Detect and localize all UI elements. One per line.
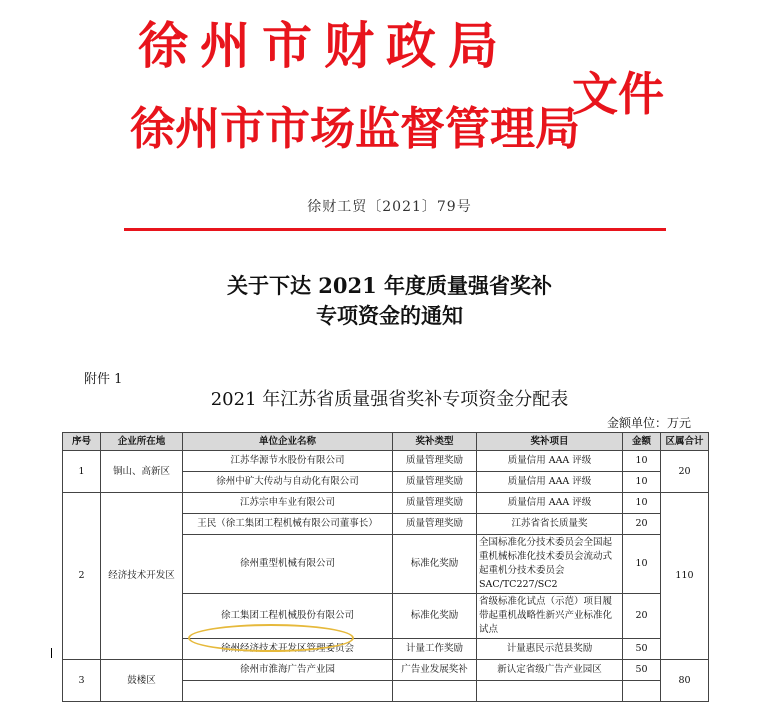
cell-project: 新认定省级广告产业园区 (477, 660, 623, 681)
cell-location: 鼓楼区 (101, 660, 183, 702)
cell-type: 质量管理奖励 (393, 451, 477, 472)
cell-company (183, 681, 393, 702)
cell-project: 质量信用 AAA 评级 (477, 493, 623, 514)
cell-amount: 10 (623, 472, 661, 493)
table-row (63, 660, 709, 681)
cell-type: 标准化奖励 (393, 535, 477, 594)
attachment-label: 附件 1 (84, 372, 123, 387)
cell-project: 质量信用 AAA 评级 (477, 451, 623, 472)
document-type-label: 文件 (572, 67, 664, 121)
issuer-market-supervision-bureau: 徐州市市场监督管理局 (130, 102, 581, 155)
amount-unit-label: 金额单位：万元 (606, 416, 691, 430)
cell-type: 标准化奖励 (393, 594, 477, 639)
cell-amount: 50 (623, 639, 661, 660)
cell-amount: 50 (623, 660, 661, 681)
cell-type: 质量管理奖励 (393, 472, 477, 493)
cell-seq: 1 (63, 451, 101, 493)
table-title: 2021 年江苏省质量强省奖补专项资金分配表 (210, 389, 569, 410)
red-divider-line (124, 228, 666, 231)
cell-seq: 2 (63, 493, 101, 660)
cell-type: 计量工作奖励 (393, 639, 477, 660)
cell-seq: 3 (63, 660, 101, 702)
cell-project: 江苏省省长质量奖 (477, 514, 623, 535)
cell-company: 王民（徐工集团工程机械有限公司董事长） (183, 514, 393, 535)
page-edge-mark (51, 648, 52, 658)
cell-amount (623, 681, 661, 702)
cell-subtotal: 20 (661, 451, 709, 493)
header-subtotal: 区属合计 (661, 433, 709, 451)
cell-type: 质量管理奖励 (393, 514, 477, 535)
cell-company: 徐州中矿大传动与自动化有限公司 (183, 472, 393, 493)
cell-company: 徐工集团工程机械股份有限公司 (183, 594, 393, 639)
header-location: 企业所在地 (101, 433, 183, 451)
cell-company: 徐州重型机械有限公司 (183, 535, 393, 594)
cell-company: 徐州经济技术开发区管理委员会 (183, 639, 393, 660)
cell-project (477, 681, 623, 702)
cell-project: 全国标准化分技术委员会全国起重机械标准化技术委员会流动式起重机分技术委员会 SAC/TC227/SC2 (477, 535, 623, 594)
cell-type (393, 681, 477, 702)
header-seq: 序号 (63, 433, 101, 451)
cell-amount: 20 (623, 514, 661, 535)
header-award-type: 奖补类型 (393, 433, 477, 451)
cell-company: 江苏宗申车业有限公司 (183, 493, 393, 514)
table-header-row (63, 433, 709, 451)
cell-amount: 10 (623, 535, 661, 594)
cell-type: 广告业发展奖补 (393, 660, 477, 681)
cell-location: 经济技术开发区 (101, 493, 183, 660)
cell-amount: 10 (623, 493, 661, 514)
issuer-finance-bureau: 徐州市财政局 (138, 17, 510, 75)
document-number: 徐财工贸〔2021〕79号 (307, 199, 472, 215)
cell-subtotal: 80 (661, 660, 709, 702)
cell-project: 质量信用 AAA 评级 (477, 472, 623, 493)
cell-project: 省级标准化试点（示范）项目履带起重机战略性新兴产业标准化试点 (477, 594, 623, 639)
notice-title-line2: 专项资金的通知 (316, 303, 463, 328)
fund-allocation-table (62, 432, 709, 702)
highlight-ellipse (188, 624, 354, 652)
notice-title-line1: 关于下达 2021 年度质量强省奖补 (226, 273, 553, 298)
cell-amount: 10 (623, 451, 661, 472)
cell-subtotal: 110 (661, 493, 709, 660)
cell-project: 计量惠民示范县奖励 (477, 639, 623, 660)
cell-type: 质量管理奖励 (393, 493, 477, 514)
header-company: 单位企业名称 (183, 433, 393, 451)
cell-location: 铜山、高新区 (101, 451, 183, 493)
table-row (63, 493, 709, 514)
header-amount: 金额 (623, 433, 661, 451)
cell-amount: 20 (623, 594, 661, 639)
header-award-project: 奖补项目 (477, 433, 623, 451)
cell-company: 江苏华源节水股份有限公司 (183, 451, 393, 472)
table-row (63, 451, 709, 472)
cell-company: 徐州市淮海广告产业园 (183, 660, 393, 681)
